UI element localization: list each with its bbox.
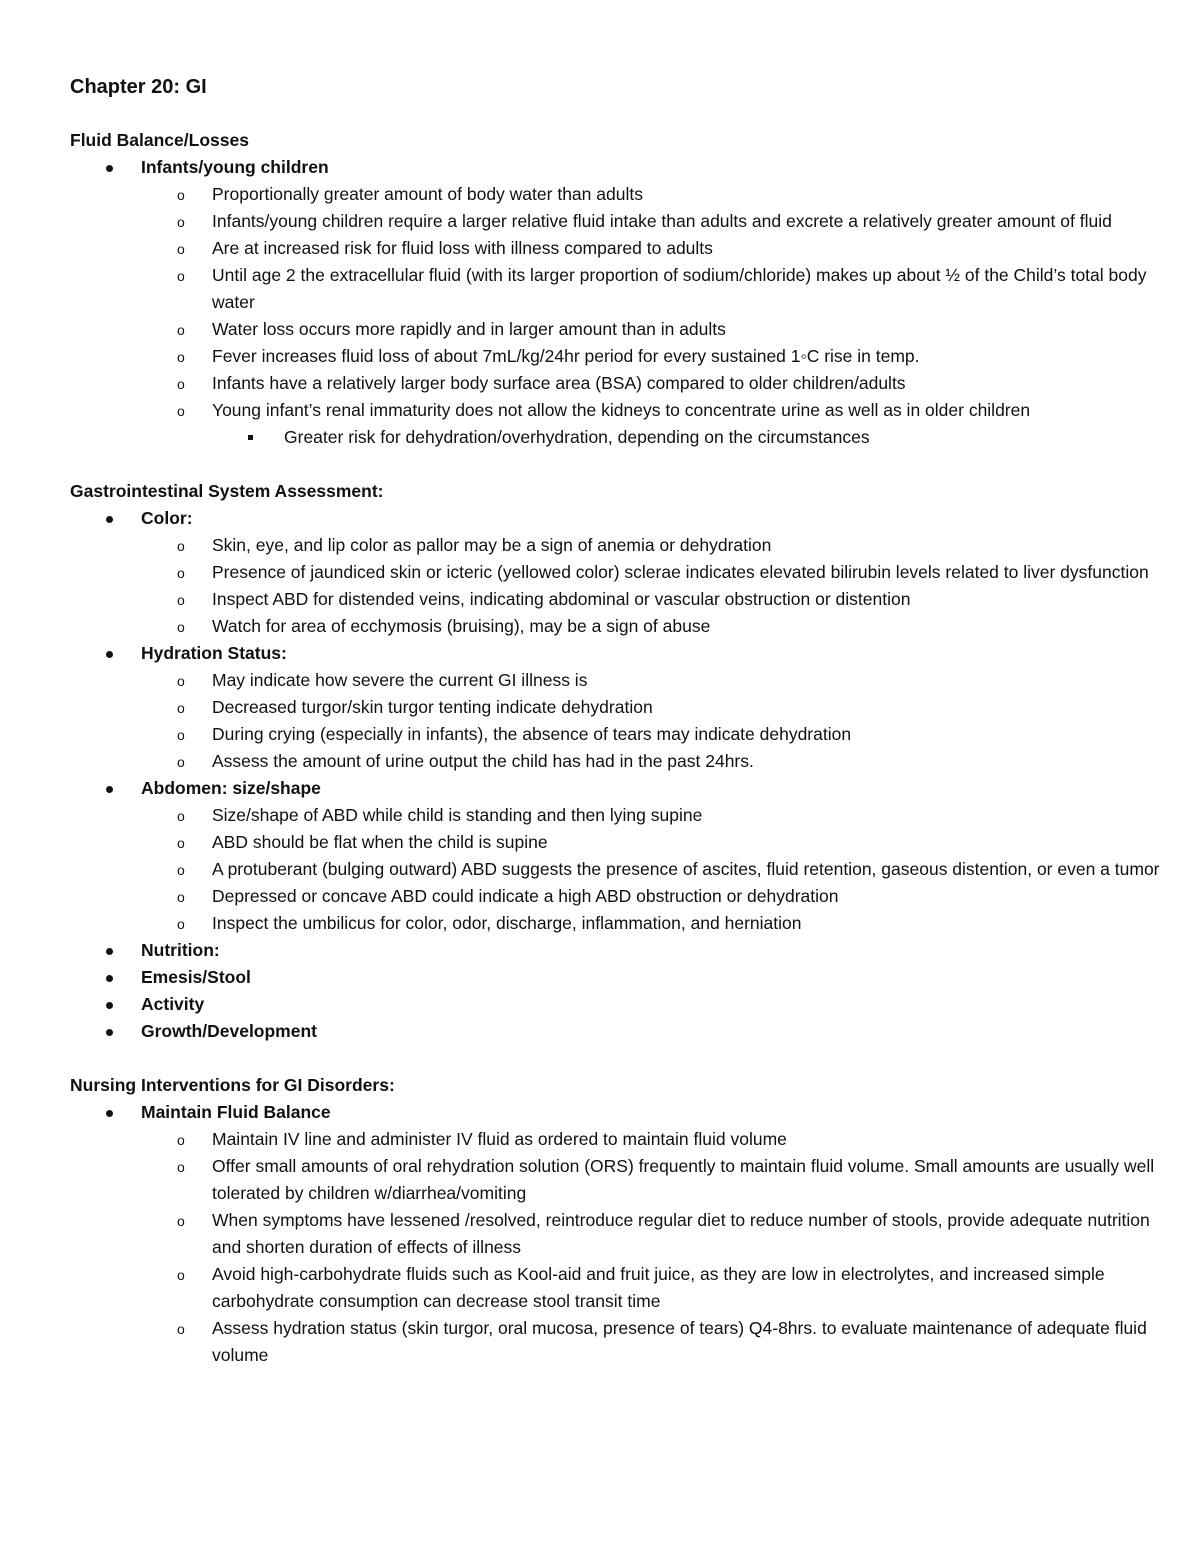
sub-sub-list — [212, 424, 1160, 451]
bullet-icon — [106, 165, 113, 172]
circle-marker-icon: o — [177, 376, 185, 392]
circle-marker-icon: o — [177, 403, 185, 419]
sub-item-text: Assess hydration status (skin turgor, oral mucosa, presence of tears) Q4-8hrs. to evaluate maintenance of adequate fluid volume — [212, 1318, 1147, 1365]
circle-marker-icon: o — [177, 916, 185, 932]
bullet-list — [70, 1099, 1160, 1369]
circle-marker-icon: o — [177, 241, 185, 257]
page-title: Chapter 20: GI — [70, 76, 207, 98]
bullet-icon — [106, 651, 113, 658]
list-item — [70, 505, 1160, 640]
item-label: Color: — [141, 508, 193, 528]
circle-marker-icon: o — [177, 592, 185, 608]
sub-item-text: During crying (especially in infants), the absence of tears may indicate dehydration — [212, 724, 852, 744]
circle-marker-icon: o — [177, 727, 185, 743]
section-fluid-balance — [70, 127, 1160, 451]
list-item — [70, 964, 1160, 991]
sub-item-text: Decreased turgor/skin turgor tenting indicate dehydration — [212, 697, 653, 717]
sub-item-text: When symptoms have lessened /resolved, reintroduce regular diet to reduce number of stools, provide adequate nutrition and shorten duration of effects of illness — [212, 1210, 1150, 1257]
bullet-icon — [106, 1029, 113, 1036]
circle-marker-icon: o — [177, 268, 185, 284]
list-item — [70, 991, 1160, 1018]
item-label: Growth/Development — [141, 1021, 317, 1041]
sub-list — [141, 181, 1160, 451]
sub-item-text: Inspect ABD for distended veins, indicating abdominal or vascular obstruction or distention — [212, 589, 911, 609]
list-item — [70, 154, 1160, 451]
sub-item — [141, 559, 1160, 586]
sub-item-text: Water loss occurs more rapidly and in larger amount than in adults — [212, 319, 726, 339]
sub-item — [141, 532, 1160, 559]
circle-marker-icon: o — [177, 1159, 185, 1175]
sub-item — [141, 343, 1160, 370]
sub-item — [141, 181, 1160, 208]
sub-item-text: May indicate how severe the current GI illness is — [212, 670, 588, 690]
item-label: Hydration Status: — [141, 643, 287, 663]
document-page — [70, 74, 1160, 1396]
sub-item — [141, 613, 1160, 640]
circle-marker-icon: o — [177, 1132, 185, 1148]
list-item — [70, 1099, 1160, 1369]
circle-marker-icon: o — [177, 322, 185, 338]
sub-item-text: Maintain IV line and administer IV fluid as ordered to maintain fluid volume — [212, 1129, 787, 1149]
bullet-list — [70, 154, 1160, 451]
item-label: Infants/young children — [141, 157, 329, 177]
section-nursing-interventions — [70, 1072, 1160, 1369]
circle-marker-icon: o — [177, 187, 185, 203]
sub-item-text: Offer small amounts of oral rehydration solution (ORS) frequently to maintain fluid volume. Small amounts are usually well tolerated by children w/diarrhea/vomiting — [212, 1156, 1155, 1203]
list-item — [70, 1018, 1160, 1045]
sub-item — [141, 397, 1160, 451]
sub-item-text: Fever increases fluid loss of about 7mL/kg/24hr period for every sustained 1◦C rise in temp. — [212, 346, 920, 366]
sub-item-text: A protuberant (bulging outward) ABD suggests the presence of ascites, fluid retention, gaseous distention, or even a tumor — [212, 859, 1160, 879]
sub-item — [141, 883, 1160, 910]
section-heading: Nursing Interventions for GI Disorders: — [70, 1075, 395, 1095]
bullet-icon — [106, 516, 113, 523]
square-bullet-icon — [248, 435, 253, 440]
item-label: Activity — [141, 994, 205, 1014]
circle-marker-icon: o — [177, 808, 185, 824]
circle-marker-icon: o — [177, 700, 185, 716]
sub-item-text: Inspect the umbilicus for color, odor, discharge, inflammation, and herniation — [212, 913, 802, 933]
sub-item-text: Assess the amount of urine output the child has had in the past 24hrs. — [212, 751, 754, 771]
circle-marker-icon: o — [177, 1213, 185, 1229]
circle-marker-icon: o — [177, 565, 185, 581]
sub-item — [141, 802, 1160, 829]
bullet-icon — [106, 948, 113, 955]
circle-marker-icon: o — [177, 673, 185, 689]
circle-marker-icon: o — [177, 754, 185, 770]
sub-sub-item-text: Greater risk for dehydration/overhydration, depending on the circumstances — [284, 427, 870, 447]
sub-item — [141, 829, 1160, 856]
circle-marker-icon: o — [177, 619, 185, 635]
sub-item — [141, 1315, 1160, 1369]
sub-item — [141, 1261, 1160, 1315]
sub-item — [141, 235, 1160, 262]
sub-item-text: ABD should be flat when the child is supine — [212, 832, 548, 852]
item-label: Maintain Fluid Balance — [141, 1102, 331, 1122]
sub-list — [141, 802, 1160, 937]
sub-item-text: Avoid high-carbohydrate fluids such as Kool-aid and fruit juice, as they are low in electrolytes, and increased simple carbohydrate consumption can decrease stool transit time — [212, 1264, 1105, 1311]
bullet-icon — [106, 786, 113, 793]
sub-item — [141, 208, 1160, 235]
sub-item — [141, 1207, 1160, 1261]
sub-item-text: Proportionally greater amount of body water than adults — [212, 184, 643, 204]
sub-item — [141, 316, 1160, 343]
sub-item-text: Until age 2 the extracellular fluid (with its larger proportion of sodium/chloride) makes up about ½ of the Child’s total body water — [212, 265, 1147, 312]
sub-item — [141, 748, 1160, 775]
sub-list — [141, 532, 1160, 640]
section-heading: Gastrointestinal System Assessment: — [70, 481, 384, 501]
bullet-icon — [106, 1002, 113, 1009]
sub-item — [141, 721, 1160, 748]
sub-item — [141, 694, 1160, 721]
list-item — [70, 640, 1160, 775]
sub-item-text: Watch for area of ecchymosis (bruising), may be a sign of abuse — [212, 616, 711, 636]
item-label: Emesis/Stool — [141, 967, 251, 987]
sub-list — [141, 667, 1160, 775]
sub-item-text: Skin, eye, and lip color as pallor may be a sign of anemia or dehydration — [212, 535, 772, 555]
circle-marker-icon: o — [177, 835, 185, 851]
list-item — [70, 937, 1160, 964]
item-label: Nutrition: — [141, 940, 220, 960]
sub-item — [141, 586, 1160, 613]
sub-item-text: Young infant’s renal immaturity does not allow the kidneys to concentrate urine as well as in older children — [212, 400, 1031, 420]
circle-marker-icon: o — [177, 1267, 185, 1283]
circle-marker-icon: o — [177, 538, 185, 554]
bullet-list — [70, 505, 1160, 1045]
sub-item-text: Infants have a relatively larger body surface area (BSA) compared to older children/adults — [212, 373, 906, 393]
bullet-icon — [106, 1110, 113, 1117]
sub-item — [141, 370, 1160, 397]
circle-marker-icon: o — [177, 214, 185, 230]
sub-item-text: Infants/young children require a larger relative fluid intake than adults and excrete a relatively greater amount of fluid — [212, 211, 1112, 231]
sub-list — [141, 1126, 1160, 1369]
sub-item — [141, 910, 1160, 937]
circle-marker-icon: o — [177, 1321, 185, 1337]
sub-item — [141, 1153, 1160, 1207]
circle-marker-icon: o — [177, 349, 185, 365]
sub-item-text: Presence of jaundiced skin or icteric (yellowed color) sclerae indicates elevated bilirubin levels related to liver dysfunction — [212, 562, 1149, 582]
item-label: Abdomen: size/shape — [141, 778, 321, 798]
bullet-icon — [106, 975, 113, 982]
sub-item — [141, 1126, 1160, 1153]
sub-item-text: Are at increased risk for fluid loss with illness compared to adults — [212, 238, 713, 258]
circle-marker-icon: o — [177, 862, 185, 878]
circle-marker-icon: o — [177, 889, 185, 905]
sub-item-text: Depressed or concave ABD could indicate a high ABD obstruction or dehydration — [212, 886, 839, 906]
sub-item — [141, 667, 1160, 694]
sub-item — [141, 262, 1160, 316]
section-heading: Fluid Balance/Losses — [70, 130, 249, 150]
section-gi-assessment — [70, 478, 1160, 1045]
sub-item-text: Size/shape of ABD while child is standing and then lying supine — [212, 805, 703, 825]
list-item — [70, 775, 1160, 937]
sub-item — [141, 856, 1160, 883]
sub-sub-item — [212, 424, 1160, 451]
